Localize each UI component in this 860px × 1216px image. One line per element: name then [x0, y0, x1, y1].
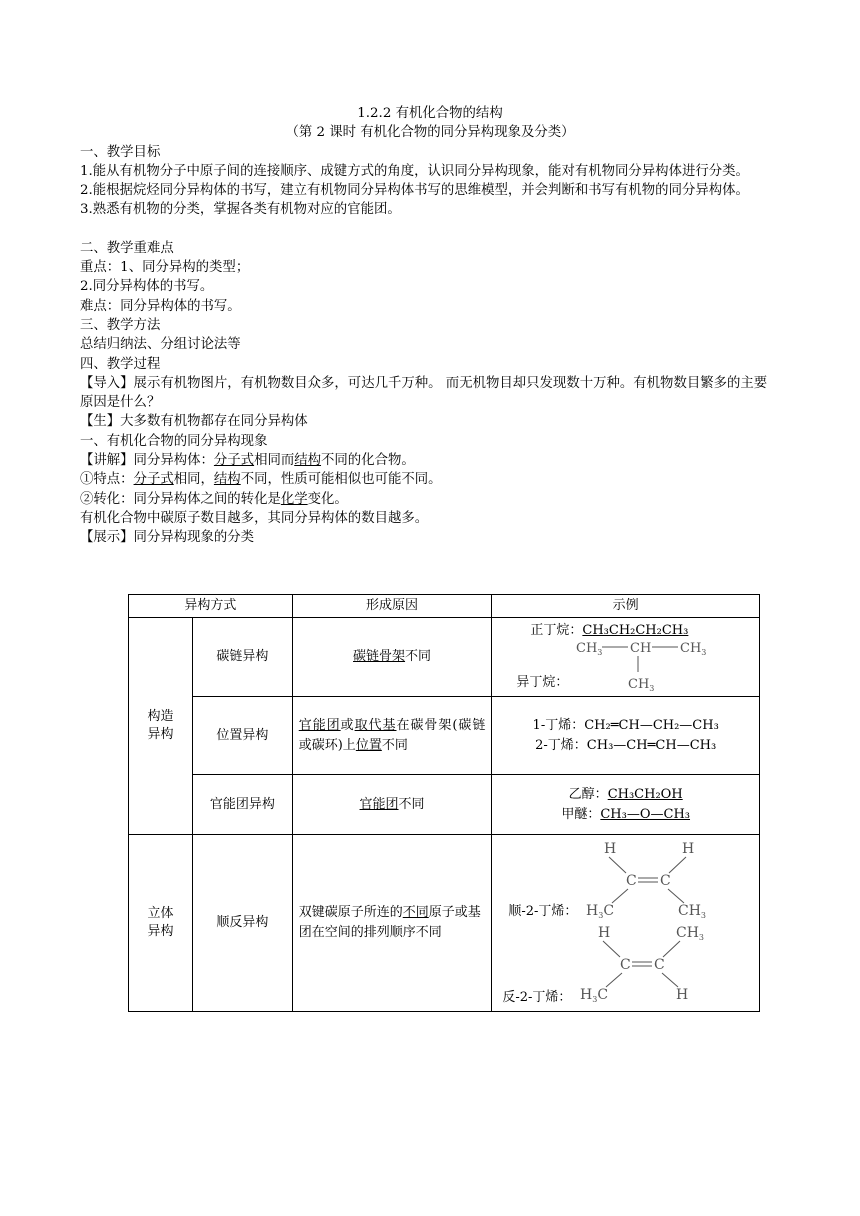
intro-paragraph: 【导入】展示有机物图片，有机物数目众多，可达几千万种。 而无机物目却只发现数十万种。有机物数目繁多的主要原因是什么？: [80, 375, 768, 411]
section-heading: 二、教学重难点: [80, 240, 174, 256]
document-body: [80, 104, 780, 548]
table-header: 形成原因: [292, 595, 492, 618]
svg-text:CH3: $CH_3$: [680, 641, 707, 657]
svg-text:C: C: [660, 873, 672, 889]
isomer-example: H H C C $H_3C$ $CH_3$ 顺-2-丁烯： H $CH_3$ C C $H_3C$ H 反-2-丁烯：: [492, 835, 760, 1012]
goal-item: 3.熟悉有机物的分类，掌握各类有机物对应的官能团。: [80, 202, 401, 218]
isomer-reason: 双键碳原子所连的不同原子或基团在空间的排列顺序不同: [292, 835, 492, 1012]
svg-text:H: H: [604, 841, 617, 857]
feature-line: ①特点：分子式相同，结构不同，性质可能相似也可能不同。: [80, 472, 442, 488]
isomer-reason: 碳链骨架不同: [292, 618, 492, 697]
svg-text:CH: CH: [630, 641, 652, 656]
subsection-heading: 一、有机化合物的同分异构现象: [80, 433, 268, 449]
isomer-example: 1-丁烯：CH₂═CH—CH₂—CH₃ 2-丁烯：CH₃—CH═CH—CH₃: [492, 697, 760, 775]
trans-2-butene-structure: [580, 923, 710, 1003]
isomer-reason: 官能团不同: [292, 775, 492, 835]
isobutane-structure: [576, 638, 716, 698]
isomer-example: 正丁烷：CH₃CH₂CH₂CH₃ $CH_3$ CH $CH_3$ $CH_3$ 异丁烷：: [492, 618, 760, 697]
goal-item: 2.能根据烷烃同分异构体的书写，建立有机物同分异构体书写的思维模型，并会判断和书写有机物的同分异构体。: [80, 183, 749, 199]
isomer-type: 碳链异构: [192, 618, 292, 697]
svg-text:CH3: $CH_3$: [576, 641, 603, 657]
isomer-reason: 官能团或取代基在碳骨架(碳链或碳环)上位置不同: [292, 697, 492, 775]
carbon-count-line: 有机化合物中碳原子数目越多，其同分异构体的数目越多。: [80, 510, 429, 526]
isomer-type: 顺反异构: [192, 835, 292, 1012]
cis-2-butene-structure: [586, 839, 716, 919]
key-point: 重点：1、同分异构的类型；: [80, 260, 250, 276]
svg-text:C: C: [654, 957, 666, 973]
svg-text:H: H: [676, 987, 689, 1003]
show-heading: 【展示】同分异构现象的分类: [80, 530, 255, 546]
teaching-method: 总结归纳法、分组讨论法等: [80, 337, 241, 353]
svg-text:C: C: [626, 873, 638, 889]
svg-text:CH3: $CH_3$: [676, 925, 705, 942]
doc-subtitle: （第 2 课时 有机化合物的同分异构现象及分类）: [285, 125, 575, 141]
group-label: 构造 异构: [129, 618, 193, 835]
table-header: 示例: [492, 595, 760, 618]
doc-title: 1.2.2 有机化合物的结构: [357, 106, 503, 121]
isomer-type: 位置异构: [192, 697, 292, 775]
group-label: 立体 异构: [129, 835, 193, 1012]
table-header: 异构方式: [129, 595, 293, 618]
svg-text:H: H: [598, 925, 611, 941]
difficulty: 难点：同分异构体的书写。: [80, 298, 241, 314]
svg-text:H3C: $H_3C$: [580, 987, 609, 1003]
svg-text:C: C: [620, 957, 632, 973]
conversion-line: ②转化：同分异构体之间的转化是化学变化。: [80, 491, 348, 507]
key-point: 2.同分异构体的书写。: [80, 279, 214, 295]
section-heading: 一、教学目标: [80, 144, 161, 160]
goal-item: 1.能从有机物分子中原子间的连接顺序、成键方式的角度，认识同分异构现象，能对有机物同分异构体进行分类。: [80, 163, 749, 179]
isomer-example: 乙醇：CH₃CH₂OH 甲醚：CH₃—O—CH₃: [492, 775, 760, 835]
svg-text:H: H: [682, 841, 695, 857]
section-heading: 三、教学方法: [80, 317, 161, 333]
svg-text:H3C: $H_3C$: [586, 903, 615, 919]
svg-text:CH3: $CH_3$: [628, 677, 655, 693]
isomer-table: [128, 594, 760, 1012]
isomer-type: 官能团异构: [192, 775, 292, 835]
lecture-line: 【讲解】同分异构体：分子式相同而结构不同的化合物。: [80, 453, 415, 469]
svg-text:CH3: $CH_3$: [678, 903, 707, 919]
student-answer: 【生】大多数有机物都存在同分异构体: [80, 414, 308, 430]
section-heading: 四、教学过程: [80, 356, 161, 372]
